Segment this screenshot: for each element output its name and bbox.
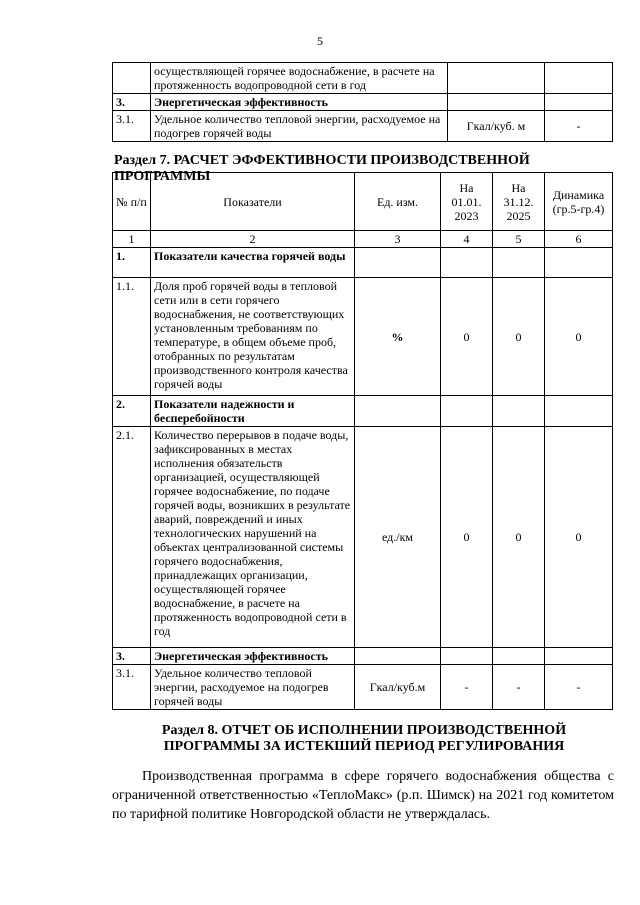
header-2025: На 31.12. 2025 — [493, 173, 545, 231]
report-paragraph: Производственная программа в сфере горячего водоснабжения общества с ограниченной ответственностью «ТеплоМакс» (р.п. Шимск) на 2021 год комитетом по тарифной политике Новгородской области не утверждалась. — [112, 769, 614, 822]
table-row — [113, 648, 613, 665]
row-value-2023 — [441, 396, 493, 427]
row-text: Доля проб горячей воды в тепловой сети или в сети горячего водоснабжения, не соответствующих установленным требованиям по температуре, в общем объеме проб, отобранных по результатам производственного контроля качества горячей воды — [151, 278, 355, 396]
table-row — [113, 278, 613, 396]
col-number: 5 — [493, 231, 545, 248]
col-number: 3 — [355, 231, 441, 248]
row-number: 2. — [113, 396, 151, 427]
col-number: 2 — [151, 231, 355, 248]
row-number — [113, 63, 151, 94]
row-unit — [448, 63, 545, 94]
row-number: 1. — [113, 248, 151, 278]
section-8-title: Раздел 8. ОТЧЕТ ОБ ИСПОЛНЕНИИ ПРОИЗВОДСТВЕННОЙ ПРОГРАММЫ ЗА ИСТЕКШИЙ ПЕРИОД РЕГУЛИРОВАНИЯ — [161, 723, 567, 754]
row-text: Количество перерывов в подаче воды, зафиксированных в местах исполнения обязательств организацией, осуществляющей горячее водоснабжение, по подаче горячей воды, возникших в результате аварий, повреждений и иных технологических нарушений на объектах централизованной системы горячего водоснабжения, принадлежащих организации, осуществляющей горячее водоснабжение, в расчете на протяженность водопроводной сети в год — [151, 427, 355, 648]
row-dynamics — [545, 648, 613, 665]
row-text: Удельное количество тепловой энергии, расходуемое на подогрев горячей воды — [151, 665, 355, 710]
page-number: 5 — [317, 34, 323, 48]
row-value-2025 — [493, 648, 545, 665]
header-2023: На 01.01. 2023 — [441, 173, 493, 231]
col-number: 1 — [113, 231, 151, 248]
row-dynamics: 0 — [545, 278, 613, 396]
row-value-2023 — [441, 648, 493, 665]
row-value-2025 — [493, 248, 545, 278]
row-value-2025: - — [493, 665, 545, 710]
row-value — [545, 94, 613, 111]
table-row — [113, 427, 613, 648]
row-value-2025: 0 — [493, 278, 545, 396]
header-num: № п/п — [113, 173, 151, 231]
column-number-row — [113, 231, 613, 248]
table-row — [113, 396, 613, 427]
row-unit: Гкал/куб.м — [355, 665, 441, 710]
row-value-2023 — [441, 248, 493, 278]
row-dynamics — [545, 396, 613, 427]
row-value-2025 — [493, 396, 545, 427]
row-unit: ед./км — [355, 427, 441, 648]
table-row — [113, 63, 613, 94]
row-value-2023: - — [441, 665, 493, 710]
row-number: 3. — [113, 94, 151, 111]
col-number: 4 — [441, 231, 493, 248]
row-text: Энергетическая эффективность — [151, 94, 448, 111]
col-number: 6 — [545, 231, 613, 248]
top-table — [112, 62, 613, 142]
row-number: 3.1. — [113, 111, 151, 142]
row-value-2023: 0 — [441, 278, 493, 396]
row-value: - — [545, 111, 613, 142]
row-unit: Гкал/куб. м — [448, 111, 545, 142]
header-indicators: Показатели — [151, 173, 355, 231]
row-text: Показатели надежности и бесперебойности — [151, 396, 355, 427]
table-row — [113, 248, 613, 278]
row-unit — [355, 396, 441, 427]
row-dynamics: 0 — [545, 427, 613, 648]
row-unit — [355, 648, 441, 665]
row-value-2025: 0 — [493, 427, 545, 648]
row-dynamics — [545, 248, 613, 278]
row-unit — [355, 248, 441, 278]
header-row — [113, 173, 613, 231]
row-value-2023: 0 — [441, 427, 493, 648]
row-unit: % — [355, 278, 441, 396]
row-number: 2.1. — [113, 427, 151, 648]
header-unit: Ед. изм. — [355, 173, 441, 231]
table-row — [113, 111, 613, 142]
row-unit — [448, 94, 545, 111]
row-number: 1.1. — [113, 278, 151, 396]
row-number: 3. — [113, 648, 151, 665]
row-text: осуществляющей горячее водоснабжение, в расчете на протяженность водопроводной сети в год — [151, 63, 448, 94]
row-number: 3.1. — [113, 665, 151, 710]
row-value — [545, 63, 613, 94]
table-row — [113, 94, 613, 111]
row-text: Удельное количество тепловой энергии, расходуемое на подогрев горячей воды — [151, 111, 448, 142]
table-row — [113, 665, 613, 710]
efficiency-table — [112, 172, 613, 710]
row-text: Энергетическая эффективность — [151, 648, 355, 665]
header-dynamics: Динамика (гр.5-гр.4) — [545, 173, 613, 231]
row-dynamics: - — [545, 665, 613, 710]
section-7-title: Раздел 7. РАСЧЕТ ЭФФЕКТИВНОСТИ ПРОИЗВОДСТВЕННОЙ ПРОГРАММЫ — [114, 153, 530, 184]
row-text: Показатели качества горячей воды — [151, 248, 355, 278]
